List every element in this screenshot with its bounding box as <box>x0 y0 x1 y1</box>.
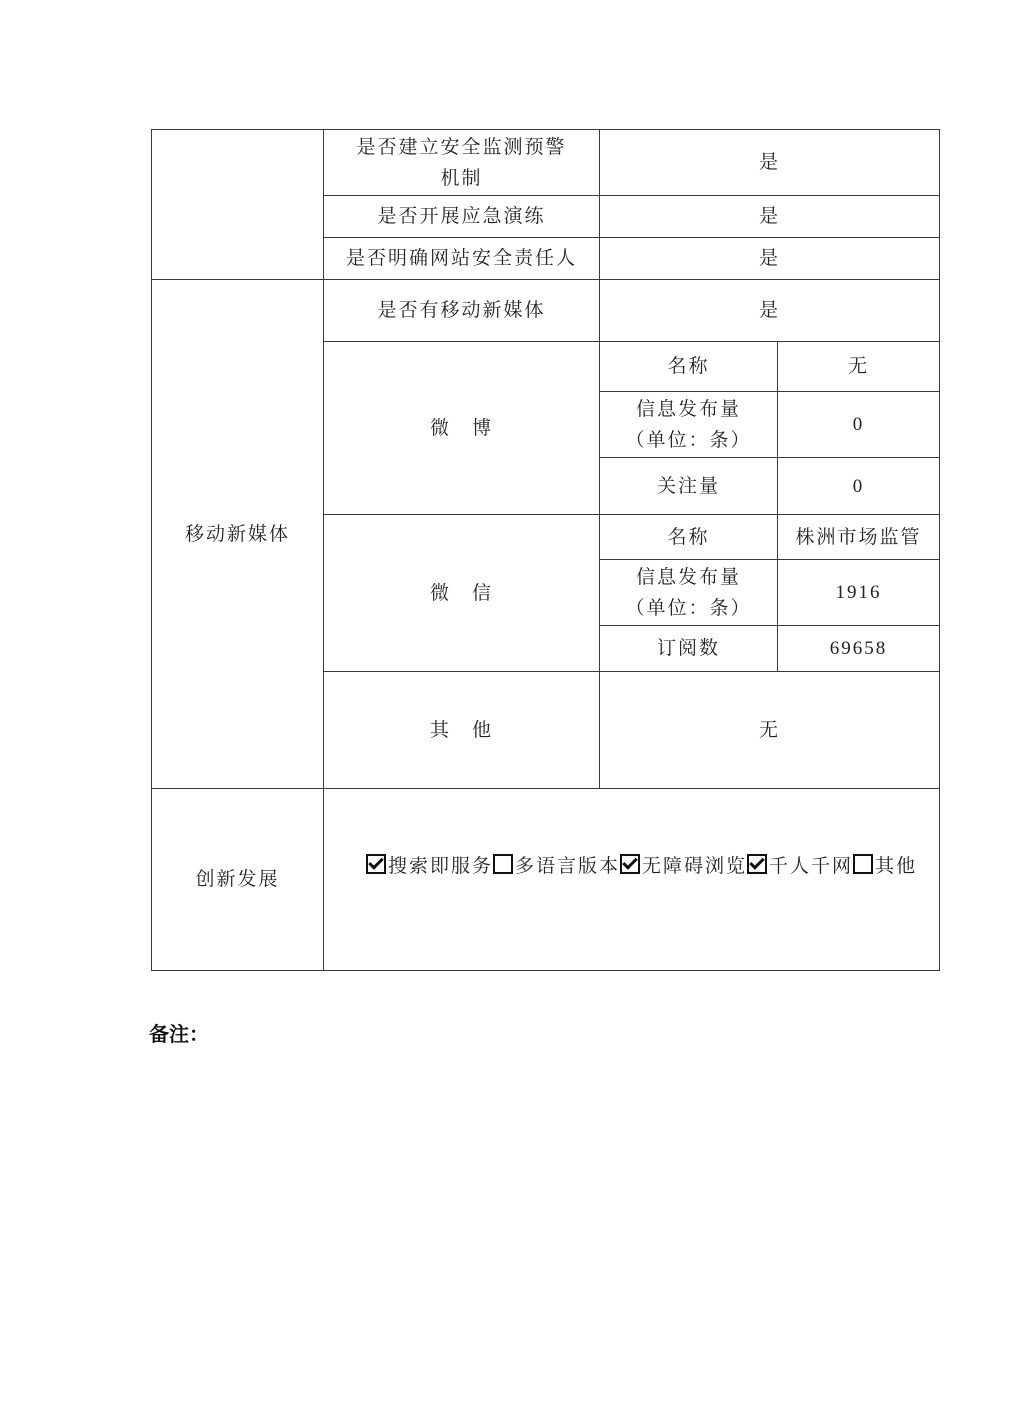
has-mobile-media-label: 是否有移动新媒体 <box>324 280 600 342</box>
weibo-label: 微 博 <box>324 342 600 515</box>
security-row-value: 是 <box>600 196 940 238</box>
mobile-media-section-label: 移动新媒体 <box>152 280 324 789</box>
innovation-option-label: 千人千网 <box>769 856 854 877</box>
other-media-value: 无 <box>600 672 940 789</box>
innovation-option <box>747 851 853 882</box>
security-section-label-cell <box>152 130 324 280</box>
security-row-label: 是否明确网站安全责任人 <box>324 238 600 280</box>
security-row-value: 是 <box>600 130 940 196</box>
weixin-field-value: 株洲市场监管 <box>778 515 940 560</box>
checkbox-icon <box>853 854 873 874</box>
innovation-options <box>324 789 940 971</box>
security-row-value: 是 <box>600 238 940 280</box>
weixin-field-label: 订阅数 <box>600 626 778 672</box>
weibo-field-value: 无 <box>778 342 940 392</box>
website-report-table <box>151 129 940 971</box>
remarks-label: 备注： <box>149 1024 209 1046</box>
checkbox-icon <box>493 854 513 874</box>
weibo-field-label: 关注量 <box>600 458 778 515</box>
other-media-label: 其 他 <box>324 672 600 789</box>
innovation-option <box>493 851 620 882</box>
table-row <box>152 130 940 196</box>
innovation-option <box>853 851 917 882</box>
innovation-option-label: 无障碍浏览 <box>642 856 748 877</box>
weixin-field-value: 1916 <box>778 560 940 626</box>
innovation-option-label: 搜索即服务 <box>388 856 494 877</box>
checkbox-icon <box>747 854 767 874</box>
weibo-field-label: 名称 <box>600 342 778 392</box>
weixin-label: 微 信 <box>324 515 600 672</box>
innovation-option-label: 多语言版本 <box>515 856 621 877</box>
innovation-option <box>620 851 747 882</box>
security-row-label: 是否建立安全监测预警 机制 <box>324 130 600 196</box>
weixin-field-label: 信息发布量 （单位：条） <box>600 560 778 626</box>
weixin-field-label: 名称 <box>600 515 778 560</box>
table-row <box>152 789 940 971</box>
security-row-label: 是否开展应急演练 <box>324 196 600 238</box>
innovation-option <box>366 851 493 882</box>
weibo-field-label: 信息发布量 （单位：条） <box>600 392 778 458</box>
checkbox-icon <box>620 854 640 874</box>
weibo-field-value: 0 <box>778 392 940 458</box>
weixin-field-value: 69658 <box>778 626 940 672</box>
has-mobile-media-value: 是 <box>600 280 940 342</box>
innovation-option-label: 其他 <box>875 856 918 877</box>
checkbox-icon <box>366 854 386 874</box>
innovation-label: 创新发展 <box>152 789 324 971</box>
table-row <box>152 280 940 342</box>
weibo-field-value: 0 <box>778 458 940 515</box>
